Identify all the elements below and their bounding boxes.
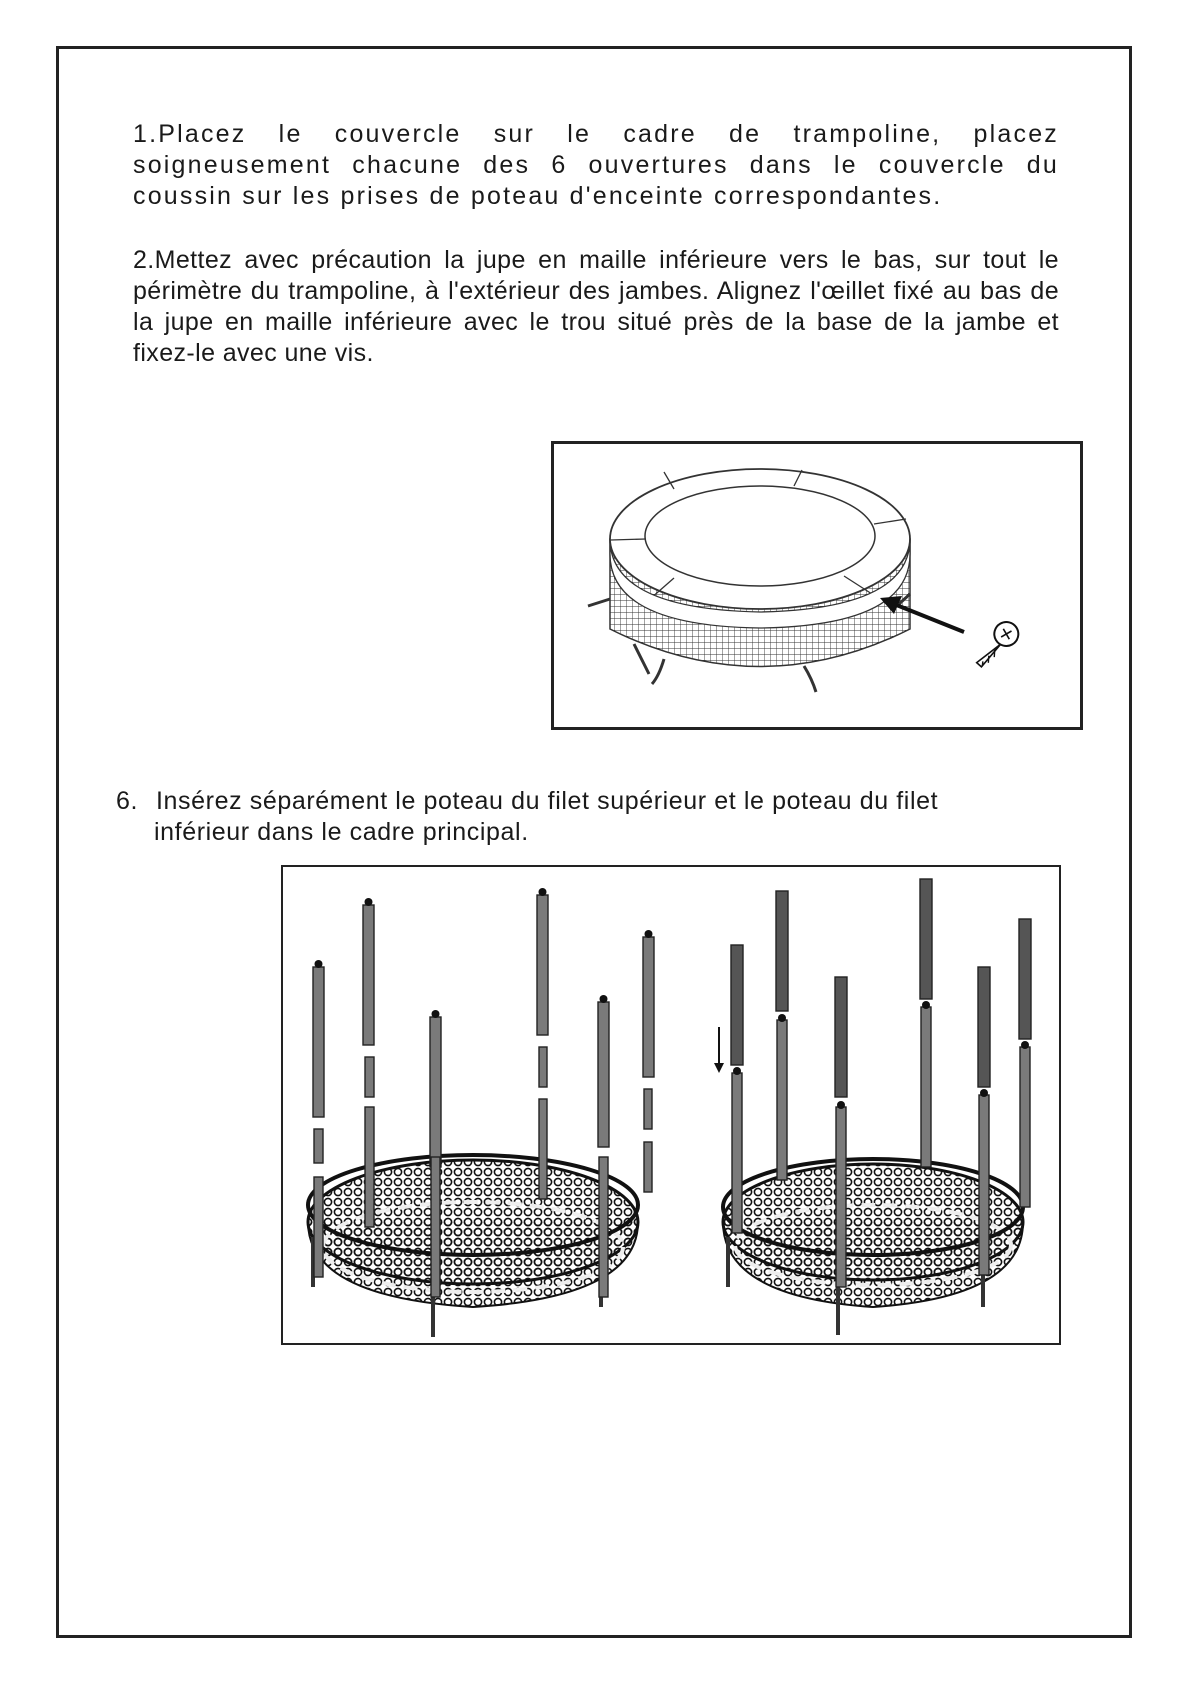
cover-skirt-illustration xyxy=(551,441,1083,730)
step-6-line-2: inférieur dans le cadre principal. xyxy=(154,818,529,846)
trampoline-cover-drawing xyxy=(588,469,910,692)
step-6-instruction xyxy=(116,786,1076,848)
right-trampoline-drawing xyxy=(714,879,1031,1335)
step-6-number: 6. xyxy=(116,787,139,815)
screw-drawing xyxy=(966,618,1025,668)
step-6-line-1: Insérez séparément le poteau du filet supérieur et le poteau du filet xyxy=(156,787,939,815)
pole-insertion-illustration xyxy=(281,865,1061,1345)
step-1-instruction: 1.Placez le couvercle sur le cadre de trampoline, placez soigneusement chacune des 6 ouvertures dans le couvercle du coussin sur les prises de poteau d'enceinte correspondantes. xyxy=(133,120,1059,210)
step-2-instruction: 2.Mettez avec précaution la jupe en maille inférieure vers le bas, sur tout le périmètre du trampoline, à l'extérieur des jambes. Alignez l'œillet fixé au bas de la jupe en maille inférieure avec le trou situé près de la base de la jambe et fixez-le avec une vis. xyxy=(133,246,1059,367)
left-trampoline-drawing xyxy=(308,888,654,1337)
down-arrow-drawing xyxy=(714,1027,724,1073)
